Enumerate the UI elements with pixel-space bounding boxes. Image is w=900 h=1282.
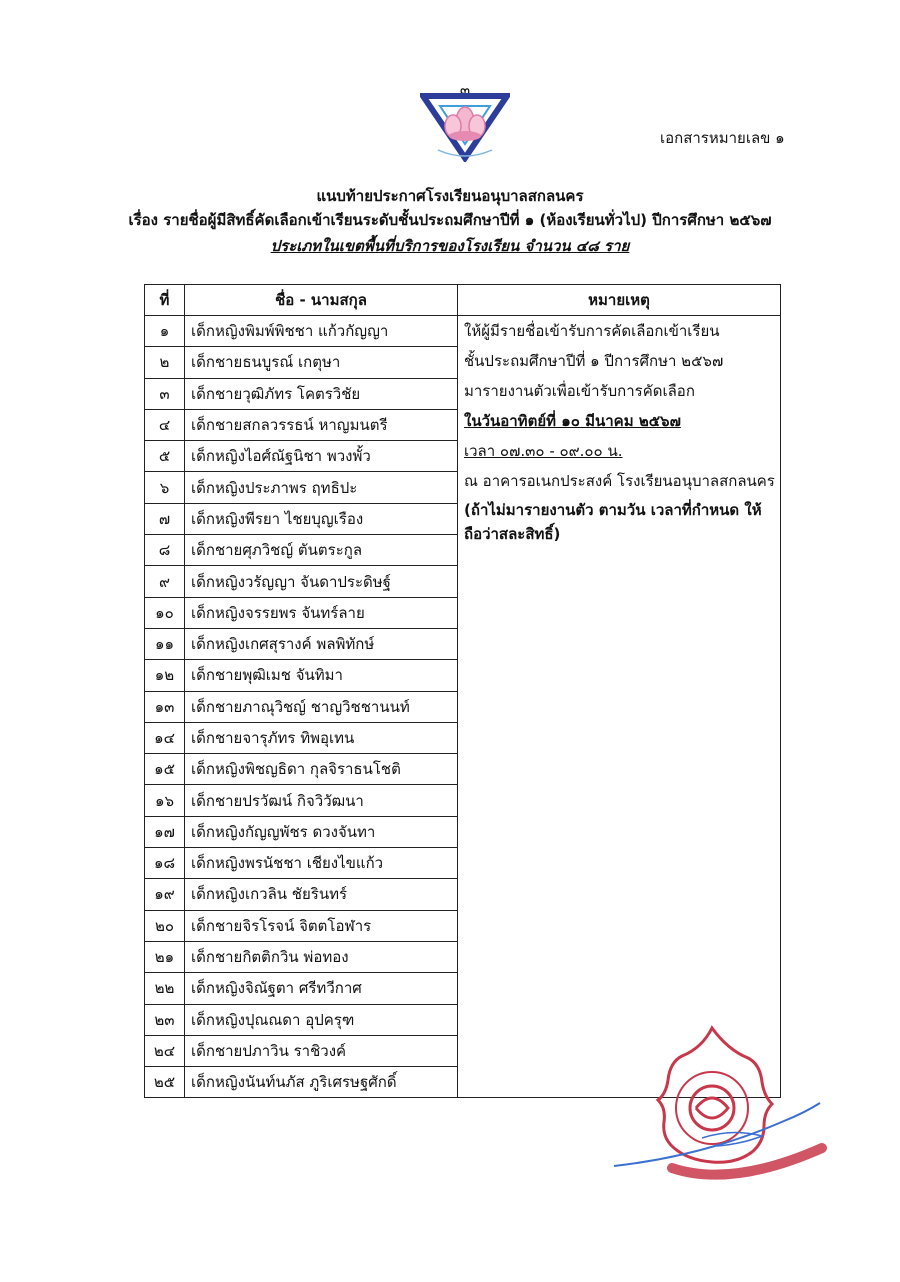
row-number: ๒ bbox=[145, 347, 185, 378]
student-name: เด็กชายจิรโรจน์ จิตตโอฬาร bbox=[185, 910, 458, 941]
student-name: เด็กหญิงพิมพ์พิชชา แก้วกัญญา bbox=[185, 316, 458, 347]
student-name: เด็กหญิงวรัญญา จันดาประดิษฐ์ bbox=[185, 566, 458, 597]
remark-line1: ให้ผู้มีรายชื่อเข้ารับการคัดเลือกเข้าเรียน bbox=[464, 322, 720, 340]
student-name: เด็กหญิงเกวลิน ชัยรินทร์ bbox=[185, 879, 458, 910]
student-name: เด็กหญิงปุณณดา อุปครุฑ bbox=[185, 1004, 458, 1035]
row-number: ๓ bbox=[145, 378, 185, 409]
row-number: ๘ bbox=[145, 535, 185, 566]
student-name: เด็กหญิงพีรยา ไชยบุญเรือง bbox=[185, 503, 458, 534]
student-name: เด็กชายปภาวิน ราชิวงค์ bbox=[185, 1035, 458, 1066]
remark-line7: (ถ้าไม่มารายงานตัว ตามวัน เวลาที่กำหนด ให้ถือว่าสละสิทธิ์) bbox=[464, 501, 762, 543]
remark-line5: เวลา ๐๗.๓๐ - ๐๙.๐๐ น. bbox=[464, 442, 623, 460]
school-seal-stamp-icon bbox=[612, 1018, 842, 1198]
row-number: ๙ bbox=[145, 566, 185, 597]
student-name: เด็กหญิงประภาพร ฤทธิปะ bbox=[185, 472, 458, 503]
table-row bbox=[145, 316, 781, 347]
row-number: ๑๖ bbox=[145, 785, 185, 816]
announcement-subject: เรื่อง รายชื่อผู้มีสิทธิ์คัดเลือกเข้าเรียนระดับชั้นประถมศึกษาปีที่ ๑ (ห้องเรียนทั่วไป) ปีการศึกษา ๒๕๖๗ bbox=[128, 211, 772, 229]
student-name: เด็กชายปรวัฒน์ กิจวิวัฒนา bbox=[185, 785, 458, 816]
header-no: ที่ bbox=[145, 285, 185, 316]
row-number: ๑๓ bbox=[145, 691, 185, 722]
row-number: ๕ bbox=[145, 441, 185, 472]
announcement-title: แนบท้ายประกาศโรงเรียนอนุบาลสกลนคร bbox=[316, 187, 584, 205]
row-number: ๑ bbox=[145, 316, 185, 347]
header-name: ชื่อ - นามสกุล bbox=[185, 285, 458, 316]
remark-line4: ในวันอาทิตย์ที่ ๑๐ มีนาคม ๒๕๖๗ bbox=[464, 412, 681, 430]
row-number: ๑๔ bbox=[145, 722, 185, 753]
row-number: ๒๐ bbox=[145, 910, 185, 941]
student-name: เด็กชายธนบูรณ์ เกตุษา bbox=[185, 347, 458, 378]
row-number: ๑๑ bbox=[145, 628, 185, 659]
remark-line6: ณ อาคารอเนกประสงค์ โรงเรียนอนุบาลสกลนคร bbox=[464, 472, 775, 490]
student-name: เด็กหญิงพิชญธิดา กุลจิราธนโชติ bbox=[185, 754, 458, 785]
row-number: ๖ bbox=[145, 472, 185, 503]
table-body bbox=[145, 316, 781, 1098]
row-number: ๑๐ bbox=[145, 597, 185, 628]
student-name: เด็กชายพุฒิเมช จันทิมา bbox=[185, 660, 458, 691]
row-number: ๑๘ bbox=[145, 848, 185, 879]
student-name: เด็กหญิงเกศสุรางค์ พลพิทักษ์ bbox=[185, 628, 458, 659]
student-name: เด็กหญิงพรนัชชา เชียงไขแก้ว bbox=[185, 848, 458, 879]
student-name: เด็กหญิงกัญญพัชร ดวงจันทา bbox=[185, 816, 458, 847]
remark-line2: ชั้นประถมศึกษาปีที่ ๑ ปีการศึกษา ๒๕๖๗ bbox=[464, 352, 724, 370]
student-name: เด็กชายกิตติกวิน พ่อทอง bbox=[185, 941, 458, 972]
student-name: เด็กหญิงจิณัฐตา ศรีทวีกาศ bbox=[185, 973, 458, 1004]
student-name: เด็กชายวุฒิภัทร โคตรวิชัย bbox=[185, 378, 458, 409]
row-number: ๑๒ bbox=[145, 660, 185, 691]
row-number: ๒๓ bbox=[145, 1004, 185, 1035]
row-number: ๑๕ bbox=[145, 754, 185, 785]
row-number: ๒๕ bbox=[145, 1067, 185, 1098]
student-name: เด็กหญิงนันท์นภัส ภูริเศรษฐศักดิ์ bbox=[185, 1067, 458, 1098]
student-list-table bbox=[144, 284, 781, 1098]
row-number: ๑๗ bbox=[145, 816, 185, 847]
document-number: เอกสารหมายเลข ๑ bbox=[660, 129, 785, 147]
row-number: ๒๔ bbox=[145, 1035, 185, 1066]
student-name: เด็กชายศุภวิชญ์ ตันตระกูล bbox=[185, 535, 458, 566]
row-number: ๑๙ bbox=[145, 879, 185, 910]
logo-number: ๓ bbox=[459, 81, 471, 99]
student-name: เด็กหญิงจรรยพร จันทร์ลาย bbox=[185, 597, 458, 628]
table-header-row bbox=[145, 285, 781, 316]
header-note: หมายเหตุ bbox=[458, 285, 781, 316]
student-name: เด็กชายจารุภัทร ทิพอุเทน bbox=[185, 722, 458, 753]
remarks-cell bbox=[458, 316, 781, 1098]
student-name: เด็กหญิงไอศ์ณัฐนิชา พวงพั้ว bbox=[185, 441, 458, 472]
announcement-category: ประเภทในเขตพื้นที่บริการของโรงเรียน จำนวน ๔๘ ราย bbox=[270, 237, 630, 255]
row-number: ๗ bbox=[145, 503, 185, 534]
student-name: เด็กชายสกลวรรธน์ หาญมนตรี bbox=[185, 409, 458, 440]
row-number: ๒๑ bbox=[145, 941, 185, 972]
student-name: เด็กชายภาณุวิชญ์ ชาญวิชชานนท์ bbox=[185, 691, 458, 722]
row-number: ๒๒ bbox=[145, 973, 185, 1004]
school-logo-icon bbox=[420, 92, 510, 162]
row-number: ๔ bbox=[145, 409, 185, 440]
remark-line3: มารายงานตัวเพื่อเข้ารับการคัดเลือก bbox=[464, 382, 695, 400]
